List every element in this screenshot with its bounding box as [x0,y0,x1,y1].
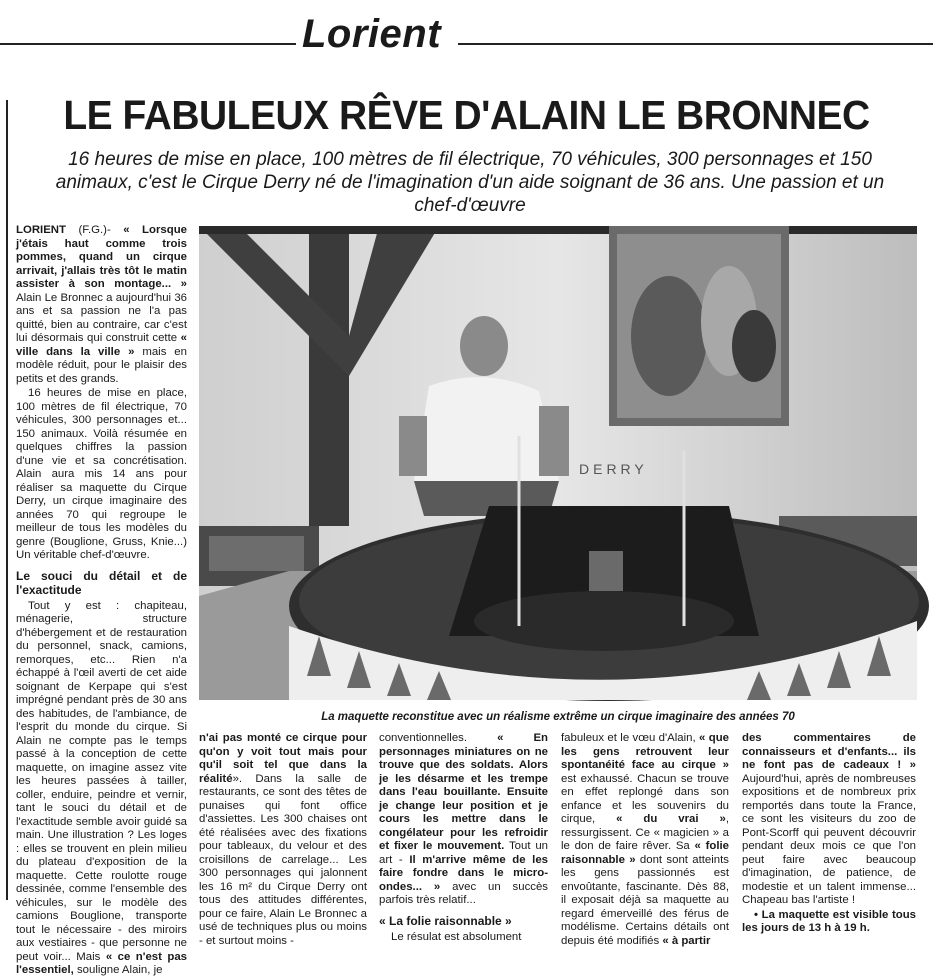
p1-end: mais en modèle réduit, pour le plaisir des petits et des grands. [16,345,187,385]
col3-text-1: conventionnelles. [379,732,468,744]
col3-text-4: Le résulat est absolument [391,930,522,943]
col4-bold-3: « folie raisonnable » [561,840,729,866]
col5-visiting-hours [742,909,916,936]
p1-text: Alain Le Bronnec a aujourd'hui 36 ans et sa passion ne l'a pas quitté, bien au contraire, car c'est lui désormais qui construit cette [16,291,187,344]
col4-text-1: fabuleux et le vœu d'Alain, [561,732,696,744]
article-column-5 [742,732,916,934]
headline: LE FABULEUX RÊVE D'ALAIN LE BRONNEC [63,92,870,138]
col5-bold-2: • La maquette est visible tous les jours de 13 h à 19 h. [742,908,916,934]
p3-end: souligne Alain, je [76,964,163,976]
article-column-3 [379,732,549,943]
col4-bold-1: « que les gens retrouvent leur spontanéité face au cirque » [561,732,729,771]
p1-bold: « ville dans la ville » [16,332,187,358]
photo-caption: La maquette reconstitue avec un réalisme extrême un cirque imaginaire des années 70 [321,711,795,723]
col4-bold-2: « du vrai » [616,813,726,825]
col3-text-2: Tout un art - [379,840,548,866]
col3-bold-2: Il m'arrive même de les faire fondre dans le micro-ondes... » [379,853,548,893]
section-rule-left [0,43,296,45]
lead-quote: « Lorsque j'étais haut comme trois pommes, quand un cirque arrivait, j'allais très tôt le matin assister à son montage... » [16,224,187,290]
col5-paragraph [742,732,916,908]
poster-text: DERRY [579,461,648,477]
col5-bold-1: des commentaires de connaisseurs et d'enfants... ils ne font pas de cadeaux ! » [742,732,916,771]
col2-bold: n'ai pas monté ce cirque pour qu'on y voit tout mais pour qu'il soit tel que dans la réalité [199,732,367,785]
article-column-1 [16,224,187,976]
section-title: Lorient [298,10,445,58]
col4-paragraph [561,732,729,948]
col3-text-3: avec un succès parfois très relatif... [379,880,548,906]
lead-paragraph [16,224,187,386]
photo-illustration [199,226,917,700]
col2-paragraph [199,732,367,948]
paragraph-3 [16,600,187,978]
column-divider [6,100,8,900]
col4-text-2: est exhaussé. Chacun se trouve en effet replongé dans son enfance et les souvenirs du cirque, [561,772,729,825]
subtitle-folie: « La folie raisonnable » [379,913,512,928]
paragraph-2: 16 heures de mise en place, 100 mètres de fil électrique, 70 véhicules, 300 personnages et... 150 animaux. Voilà résumée en quelques chiffres la passion d'une vie et sa concrétisation. Alain aura mis 14 ans pour réaliser sa maquette du Cirque Derry, un cirque imaginaire des années 70 qui regroupe le meilleur de tous les modèles du genre (Bouglione, Gruss, Knie...) Un véritable chef-d'œuvre. [16,387,187,561]
circus-model-photo [199,226,917,700]
col4-text-4: dont sont atteints les gens passionnés est envoûtante, fascinante. Dès 88, il exposait déjà sa maquette au regard émerveillé des férus de modélisme. Certains détails ont depuis été modifiés [561,853,729,947]
article-column-4 [561,732,729,947]
dateline: LORIENT [16,224,66,236]
subtitle-detail: Le souci du détail et de l'exactitude [16,568,187,597]
col4-bold-4: « à partir [662,934,711,947]
col2-text: ». Dans la salle de restaurants, ce sont des têtes de punaises qui font office d'assiettes. Les 300 chaises ont été réalisées avec des fixations pour tableaux, du velour et des croisillons de carrelage... Les 300 personnages qui jalonnent les 16 m² du Cirque Derry ont tous des attitudes différentes, pour ce faire, Alain Le Bronnec a usé de techniques plus ou moins - et surtout moins - [199,772,367,947]
byline: (F.G.)- [78,224,111,236]
p3-text: Tout y est : chapiteau, ménagerie, structure d'hébergement et de restauration du personnel, snack, camions, remorques, etc... Rien n'a échappé à l'œil averti de cet aide soignant de Kerpape qui s'est imprégné pendant près de 30 ans des habitudes, de l'ambiance, de l'esprit du monde du cirque. Si Alain ne compte pas le temps passé à la conception de cette maquette, on imagine assez vite les heures passées à tailler, coller, enduire, peindre et vernir, tant le souci du détail et de l'exactitude semble avoir guidé sa main. Une illustration ? Les loges : elles se trouvent en plein milieu du plateau d'exposition de la maquette. Cette roulotte rouge dessinée, comme l'ensemble des véhicules, sur le modèle des camions Bouglione, transporte tout le nécessaire - des miroirs aux vestiaires - que personne ne peut voir... Mais [16,599,187,963]
p3-bold: « ce n'est pas l'essentiel, [16,950,187,976]
subheadline: 16 heures de mise en place, 100 mètres de fil électrique, 70 véhicules, 300 personnages et 150 animaux, c'est le Cirque Derry né de l'imagination d'un aide soignant de 36 ans. Une passion et un chef-d'œuvre [55,149,885,216]
col3-paragraph [379,732,548,908]
col3-bold-1: « En personnages miniatures on ne trouve que des soldats. Alors je les désarme et les trempe dans l'eau bouillante. Ensuite je change leur position et je cours les mettre dans le congélateur pour les refroidir et fixer le mouvement. [379,732,549,852]
col4-text-3: , ressurgissent. Ce « magicien » a le don de faire rêver. Sa [561,813,729,852]
section-rule-right [458,43,933,45]
article-column-2 [199,732,367,947]
col5-text-1: Aujourd'hui, après de nombreuses expositions et de nombreux prix remportés dans toute la France, ce sont les visiteurs du zoo de Pont-Scorff qui peuvent découvrir pendant deux mois ce que l'on peut faire avec beaucoup d'imagination, de patience, de modestie et un talent immense... Chapeau bas l'artiste ! [742,772,916,906]
